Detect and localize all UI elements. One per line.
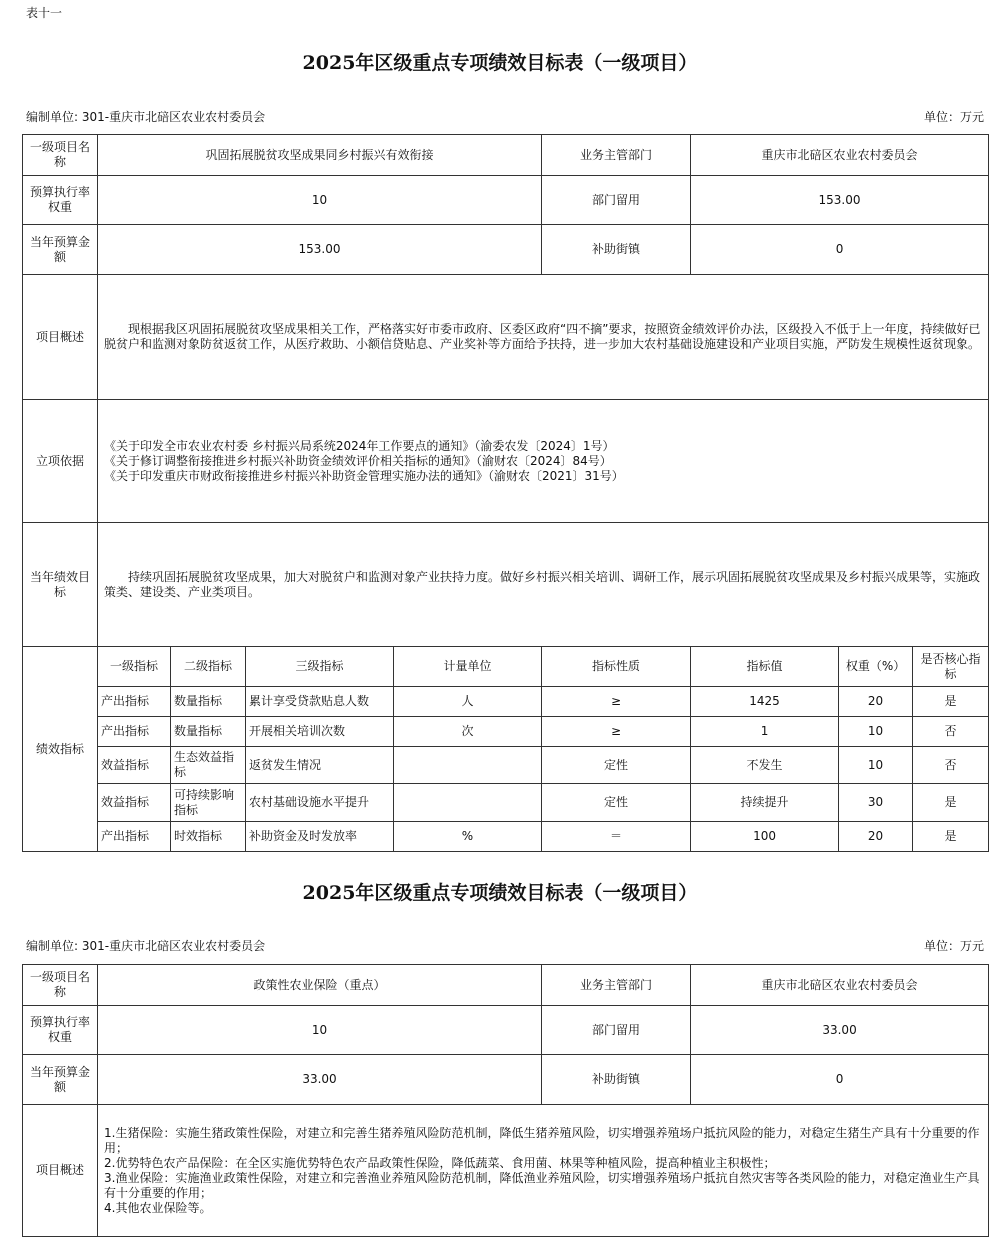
indicator-row — [23, 822, 989, 852]
label-annual-goal: 当年绩效目标 — [23, 523, 98, 647]
indicator-header: 一级指标 — [98, 647, 171, 687]
table-number-tag: 表十一 — [26, 6, 63, 20]
money-unit-1: 单位：万元 — [923, 110, 984, 124]
indicator-cell: 否 — [913, 747, 989, 784]
indicator-header: 权重（%） — [839, 647, 913, 687]
indicator-cell: 10 — [839, 747, 913, 784]
overview-line: 4.其他农业保险等。 — [104, 1200, 212, 1215]
compiling-unit-1: 编制单位: 301-重庆市北碚区农业农村委员会 — [26, 110, 266, 124]
label-budget: 当年预算金额 — [23, 1055, 98, 1105]
indicator-cell: 数量指标 — [171, 717, 246, 747]
indicator-cell: 效益指标 — [98, 747, 171, 784]
exec-rate-value: 10 — [98, 1006, 542, 1055]
label-perf-indicators: 绩效指标 — [23, 647, 98, 852]
overview-line: 1.生猪保险：实施生猪政策性保险，对建立和完善生猪养殖风险防范机制，降低生猪养殖风险，切实增强养殖场户抵抗风险的能力，对稳定生猪生产具有十分重要的作用； — [104, 1125, 980, 1155]
indicator-cell: ≥ — [542, 687, 691, 717]
page-title-2: 2025年区级重点专项绩效目标表（一级项目） — [302, 882, 698, 904]
basis-line: 《关于印发重庆市财政衔接推进乡村振兴补助资金管理实施办法的通知》（渝财农〔2021〕31号） — [104, 468, 624, 483]
indicator-row — [23, 687, 989, 717]
label-manager-dept: 业务主管部门 — [542, 965, 691, 1006]
money-unit-2: 单位：万元 — [923, 939, 984, 953]
indicator-cell: 1425 — [691, 687, 839, 717]
indicator-cell — [394, 747, 542, 784]
basis-line: 《关于印发全市农业农村委 乡村振兴局系统2024年工作要点的通知》（渝委农发〔2024〕1号） — [104, 438, 615, 453]
indicator-cell: ＝ — [542, 822, 691, 852]
indicator-header: 指标值 — [691, 647, 839, 687]
indicator-cell: 数量指标 — [171, 687, 246, 717]
annual-goal-text: 持续巩固拓展脱贫攻坚成果，加大对脱贫户和监测对象产业扶持力度。做好乡村振兴相关培训、调研工作，展示巩固拓展脱贫攻坚成果及乡村振兴成果等，实施政策类、建设类、产业类项目。 — [98, 523, 989, 647]
basis-text — [98, 400, 989, 523]
budget-value: 153.00 — [98, 225, 542, 275]
label-manager-dept: 业务主管部门 — [542, 135, 691, 176]
indicator-cell: 否 — [913, 717, 989, 747]
indicator-cell: 产出指标 — [98, 687, 171, 717]
indicator-cell: 1 — [691, 717, 839, 747]
performance-table-1 — [22, 134, 989, 852]
indicator-cell: 次 — [394, 717, 542, 747]
indicator-row — [23, 717, 989, 747]
indicator-cell: 是 — [913, 687, 989, 717]
indicator-cell: 累计享受贷款贴息人数 — [246, 687, 394, 717]
label-budget: 当年预算金额 — [23, 225, 98, 275]
indicator-header: 指标性质 — [542, 647, 691, 687]
label-project-name: 一级项目名称 — [23, 965, 98, 1006]
subsidy-value: 0 — [691, 1055, 989, 1105]
label-overview: 项目概述 — [23, 1105, 98, 1237]
overview-text: 现根据我区巩固拓展脱贫攻坚成果相关工作，严格落实好市委市政府、区委区政府“四不摘”要求，按照资金绩效评价办法，区级投入不低于上一年度，持续做好已脱贫户和监测对象防贫返贫工作，从医疗救助、小额信贷贴息、产业奖补等方面给予扶持，进一步加大农村基础设施建设和产业项目实施，严防发生规模性返贫现象。 — [98, 275, 989, 400]
indicator-cell: 持续提升 — [691, 784, 839, 822]
indicator-cell: ≥ — [542, 717, 691, 747]
manager-dept-value: 重庆市北碚区农业农村委员会 — [691, 135, 989, 176]
indicator-cell: % — [394, 822, 542, 852]
label-subsidy: 补助街镇 — [542, 225, 691, 275]
overview-line: 2.优势特色农产品保险：在全区实施优势特色农产品政策性保险，降低蔬菜、食用菌、林果等种植风险，提高种植业主积极性； — [104, 1155, 776, 1170]
compiling-unit-2: 编制单位: 301-重庆市北碚区农业农村委员会 — [26, 939, 266, 953]
dept-retain-value: 33.00 — [691, 1006, 989, 1055]
indicator-cell: 可持续影响指标 — [171, 784, 246, 822]
label-exec-rate: 预算执行率权重 — [23, 176, 98, 225]
indicator-cell: 农村基础设施水平提升 — [246, 784, 394, 822]
indicator-cell: 时效指标 — [171, 822, 246, 852]
indicator-header: 计量单位 — [394, 647, 542, 687]
indicator-cell: 生态效益指标 — [171, 747, 246, 784]
indicator-header: 是否核心指标 — [913, 647, 989, 687]
label-dept-retain: 部门留用 — [542, 176, 691, 225]
indicator-cell: 产出指标 — [98, 717, 171, 747]
project-name-value: 政策性农业保险（重点） — [98, 965, 542, 1006]
indicator-cell: 定性 — [542, 784, 691, 822]
overview-line: 3.渔业保险：实施渔业政策性保险，对建立和完善渔业养殖风险防范机制，降低渔业养殖风险，切实增强养殖场户抵抗自然灾害等各类风险的能力，对稳定渔业生产具有十分重要的作用； — [104, 1170, 980, 1200]
basis-line: 《关于修订调整衔接推进乡村振兴补助资金绩效评价相关指标的通知》（渝财农〔2024〕84号） — [104, 453, 612, 468]
indicator-cell — [394, 784, 542, 822]
indicator-header: 二级指标 — [171, 647, 246, 687]
project-name-value: 巩固拓展脱贫攻坚成果同乡村振兴有效衔接 — [98, 135, 542, 176]
dept-retain-value: 153.00 — [691, 176, 989, 225]
label-basis: 立项依据 — [23, 400, 98, 523]
indicator-cell: 是 — [913, 784, 989, 822]
indicator-cell: 人 — [394, 687, 542, 717]
indicator-cell: 开展相关培训次数 — [246, 717, 394, 747]
indicator-cell: 20 — [839, 822, 913, 852]
performance-table-2 — [22, 964, 989, 1237]
indicator-cell: 100 — [691, 822, 839, 852]
indicator-cell: 定性 — [542, 747, 691, 784]
label-subsidy: 补助街镇 — [542, 1055, 691, 1105]
label-exec-rate: 预算执行率权重 — [23, 1006, 98, 1055]
indicator-cell: 10 — [839, 717, 913, 747]
manager-dept-value: 重庆市北碚区农业农村委员会 — [691, 965, 989, 1006]
label-overview: 项目概述 — [23, 275, 98, 400]
indicator-cell: 是 — [913, 822, 989, 852]
indicator-cell: 30 — [839, 784, 913, 822]
subsidy-value: 0 — [691, 225, 989, 275]
label-dept-retain: 部门留用 — [542, 1006, 691, 1055]
indicator-cell: 不发生 — [691, 747, 839, 784]
indicator-header: 三级指标 — [246, 647, 394, 687]
indicator-cell: 20 — [839, 687, 913, 717]
indicator-row — [23, 747, 989, 784]
page-title-1: 2025年区级重点专项绩效目标表（一级项目） — [302, 52, 698, 74]
indicator-cell: 产出指标 — [98, 822, 171, 852]
indicator-cell: 效益指标 — [98, 784, 171, 822]
indicator-row — [23, 784, 989, 822]
indicator-cell: 补助资金及时发放率 — [246, 822, 394, 852]
exec-rate-value: 10 — [98, 176, 542, 225]
overview-text — [98, 1105, 989, 1237]
budget-value: 33.00 — [98, 1055, 542, 1105]
label-project-name: 一级项目名称 — [23, 135, 98, 176]
indicator-cell: 返贫发生情况 — [246, 747, 394, 784]
